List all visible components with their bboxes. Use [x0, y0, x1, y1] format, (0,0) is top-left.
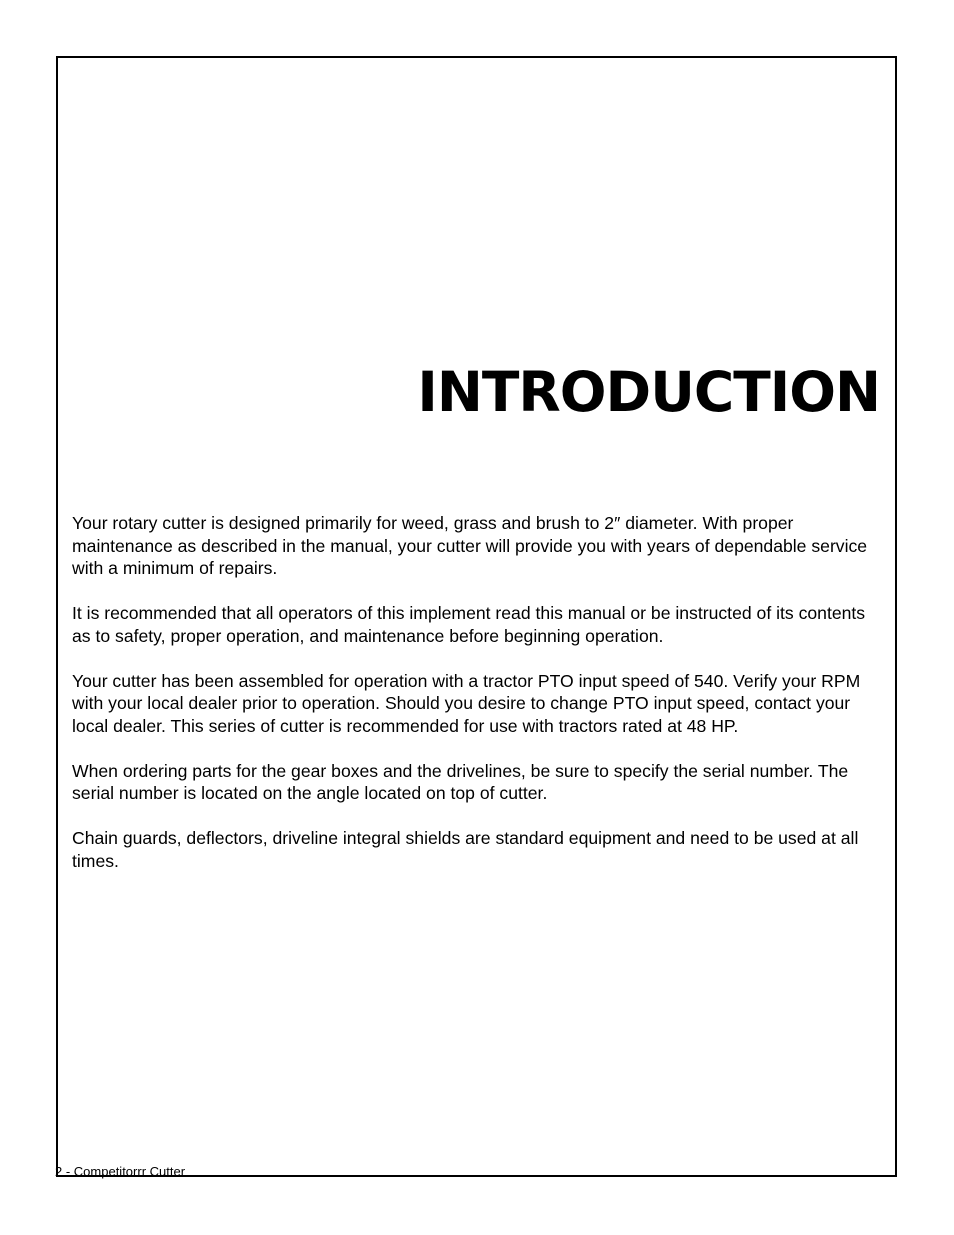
page-footer: 2 - Competitorrr Cutter	[55, 1164, 186, 1179]
paragraph-purpose: Your rotary cutter is designed primarily for weed, grass and brush to 2″ diameter. With proper maintenance as described in the manual, your cutter will provide you with years of dependable service with a minimum of repairs.	[72, 513, 868, 578]
body-text	[72, 512, 884, 895]
paragraph-recommendation: It is recommended that all operators of this implement read this manual or be instructed of its contents as to safety, proper operation, and maintenance before beginning operation.	[72, 603, 866, 646]
paragraph-pto-speed: Your cutter has been assembled for operation with a tractor PTO input speed of 540. Verify your RPM with your local dealer prior to operation. Should you desire to change PTO input speed, contact your local dealer. This series of cutter is recommended for use with tractors rated at 48 HP.	[72, 670, 861, 736]
paragraph-ordering-parts: When ordering parts for the gear boxes and the drivelines, be sure to specify the serial number. The serial number is located on the angle located on top of cutter.	[72, 760, 849, 803]
page-title: INTRODUCTION	[417, 360, 880, 424]
paragraph-safety-equipment: Chain guards, deflectors, driveline integral shields are standard equipment and need to be used at all times.	[72, 828, 859, 871]
